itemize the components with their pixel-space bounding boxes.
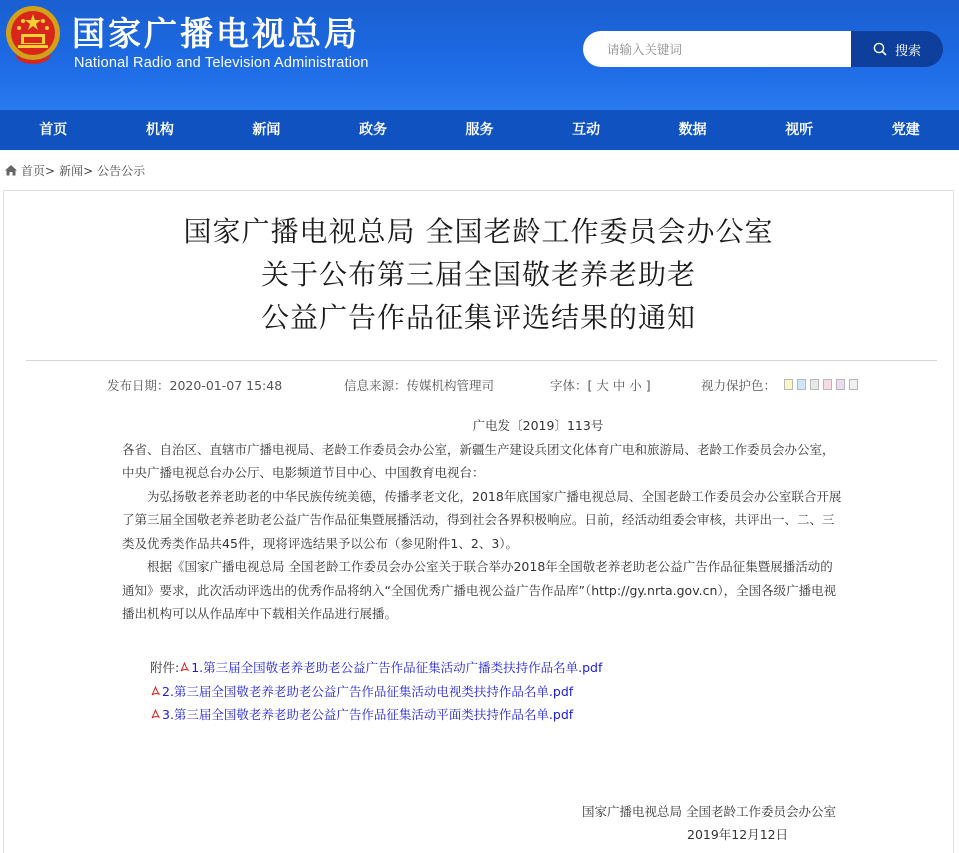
nav-item-interaction[interactable]: 互动 [572,122,601,138]
signature-date: 2019年12月12日 [687,827,789,842]
attachments-label: 附件: [150,660,180,675]
paragraph: 各省、自治区、直辖市广播电视局、老龄工作委员会办公室，新疆生产建设兵团文化体育广电和旅游局、老龄工作委员会办公室，中央广播电视总台办公厅、电影频道节目中心、中国教育电视台： [122,441,835,480]
nav-item-audiovisual[interactable]: 视听 [785,122,814,138]
breadcrumb-news[interactable]: 新闻> [59,163,94,178]
attachment-link[interactable]: 2.第三届全国敬老养老助老公益广告作品征集活动电视类扶持作品名单.pdf [162,683,574,699]
eye-care-swatches [784,379,862,390]
search-input[interactable] [583,31,851,67]
article-container [3,190,954,853]
search-button-label: 搜索 [894,43,921,59]
nav-item-home[interactable]: 首页 [39,122,68,138]
site-subtitle: National Radio and Television Administration [74,55,369,71]
pdf-icon [150,709,161,720]
document-number: 广电发〔2019〕113号 [472,418,604,433]
paragraph: 为弘扬敬老养老助老的中华民族传统美德，传播孝老文化，2018年底国家广播电视总局、全国老龄工作委员会办公室联合开展了第三届全国敬老养老助老公益广告作品征集暨展播活动，得到社会各界积极响应。日前，经活动组委会审核，共评出一、二、三类及优秀类作品共45件，现将评选结果予以公布（参见附件1、2、3）。 [122,488,842,551]
nav-item-organization[interactable]: 机构 [145,122,174,138]
breadcrumb-current[interactable]: 公告公示 [97,163,146,178]
breadcrumb-home[interactable]: 首页> [21,163,56,178]
nav-item-party[interactable]: 党建 [891,122,920,138]
signature-block [582,800,836,846]
nav-item-government-affairs[interactable]: 政务 [358,122,387,138]
pdf-icon [179,662,190,673]
signature: 国家广播电视总局 全国老龄工作委员会办公室 [582,804,836,819]
site-title[interactable]: 国家广播电视总局 [72,14,360,53]
title-divider [26,360,937,361]
national-emblem-icon[interactable] [4,4,62,66]
nav-item-news[interactable]: 新闻 [252,122,281,138]
nav-item-data[interactable]: 数据 [678,122,707,138]
eye-care-swatch[interactable] [836,379,845,390]
eye-care-swatch[interactable] [849,379,858,390]
eye-care-swatch[interactable] [784,379,793,390]
search-button[interactable] [851,31,943,67]
breadcrumb [0,150,959,190]
title-line: 公益广告作品征集评选结果的通知 [260,301,696,334]
attachment-link[interactable]: 3.第三届全国敬老养老助老公益广告作品征集活动平面类扶持作品名单.pdf [162,707,574,722]
search-bar [583,31,943,67]
paragraph: 根据《国家广播电视总局 全国老龄工作委员会办公室关于联合举办2018年全国敬老养老助老公益广告作品征集暨展播活动的通知》要求，此次活动评选出的优秀作品将纳入“全国优秀广播电视公益广告作品库”（http://gy.nrta.gov.cn），全国各级广播电视播出机构可以从作品库中下载相关作品进行展播。 [122,559,837,621]
publish-date: 发布日期：2020-01-07 15:48 [107,378,283,393]
attachments [150,656,602,727]
article-body [122,414,844,626]
font-size-selector[interactable]: 字体：[ 大 中 小 ] [550,378,651,393]
site-header [0,0,959,110]
eye-care-label: 视力保护色： [701,378,777,393]
eye-care-swatch[interactable] [797,379,806,390]
info-source: 信息来源：传媒机构管理司 [344,378,495,393]
eye-care-swatch[interactable] [823,379,832,390]
attachment-link[interactable]: 1.第三届全国敬老养老助老公益广告作品征集活动广播类扶持作品名单.pdf [191,660,603,675]
home-icon [4,164,18,176]
title-line: 国家广播电视总局 全国老龄工作委员会办公室 [183,215,774,248]
main-nav [0,110,959,150]
title-line: 关于公布第三届全国敬老养老助老 [260,258,696,291]
article-title [4,210,953,339]
search-icon [873,42,887,56]
eye-care-swatch[interactable] [810,379,819,390]
pdf-icon [150,686,161,697]
nav-item-services[interactable]: 服务 [465,122,494,138]
